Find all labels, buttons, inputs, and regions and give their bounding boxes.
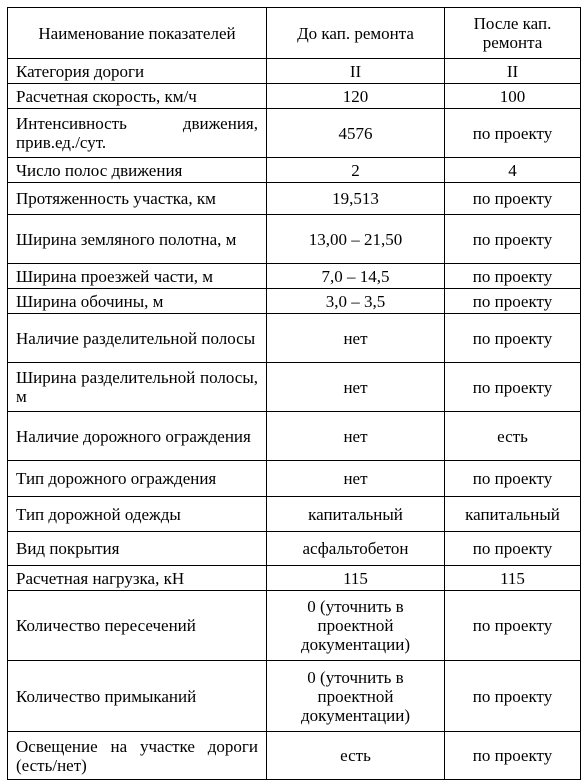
- table-row: [8, 661, 581, 732]
- row-indicator: Освещение на участке дороги (есть/нет): [8, 732, 267, 780]
- row-after-value: капитальный: [445, 497, 581, 532]
- row-indicator: Расчетная скорость, км/ч: [8, 84, 267, 109]
- table-row: [8, 264, 581, 289]
- row-indicator: Расчетная нагрузка, кН: [8, 566, 267, 591]
- row-indicator: Наличие разделительной полосы: [8, 314, 267, 363]
- row-before-value: 0 (уточнить в проектной документации): [267, 661, 445, 732]
- row-before-value: 19,513: [267, 183, 445, 215]
- table-row: [8, 59, 581, 84]
- row-before-value: 0 (уточнить в проектной документации): [267, 591, 445, 661]
- row-indicator: Тип дорожного ограждения: [8, 461, 267, 497]
- row-indicator: Категория дороги: [8, 59, 267, 84]
- row-before-value: нет: [267, 314, 445, 363]
- row-before-value: нет: [267, 412, 445, 461]
- row-before-value: 13,00 – 21,50: [267, 215, 445, 264]
- table-row: [8, 84, 581, 109]
- header-after-repair: После кап. ремонта: [445, 8, 581, 59]
- row-indicator: Ширина проезжей части, м: [8, 264, 267, 289]
- row-after-value: по проекту: [445, 363, 581, 412]
- row-before-value: 115: [267, 566, 445, 591]
- row-after-value: по проекту: [445, 532, 581, 566]
- table-row: [8, 412, 581, 461]
- table-row: [8, 215, 581, 264]
- row-before-value: есть: [267, 732, 445, 780]
- row-after-value: по проекту: [445, 264, 581, 289]
- row-indicator: Количество пересечений: [8, 591, 267, 661]
- row-before-value: асфальтобетон: [267, 532, 445, 566]
- table-row: [8, 566, 581, 591]
- row-after-value: по проекту: [445, 461, 581, 497]
- table-row: [8, 314, 581, 363]
- row-after-value: по проекту: [445, 314, 581, 363]
- row-after-value: по проекту: [445, 215, 581, 264]
- row-indicator: Ширина земляного полотна, м: [8, 215, 267, 264]
- row-indicator: Вид покрытия: [8, 532, 267, 566]
- table-header-row: [8, 8, 581, 59]
- table-row: [8, 158, 581, 183]
- table-row: [8, 732, 581, 780]
- row-after-value: по проекту: [445, 183, 581, 215]
- row-before-value: 3,0 – 3,5: [267, 289, 445, 314]
- row-before-value: 4576: [267, 109, 445, 158]
- row-indicator: Тип дорожной одежды: [8, 497, 267, 532]
- row-after-value: по проекту: [445, 289, 581, 314]
- table-row: [8, 289, 581, 314]
- row-after-value: по проекту: [445, 109, 581, 158]
- table-row: [8, 497, 581, 532]
- row-after-value: есть: [445, 412, 581, 461]
- row-after-value: 4: [445, 158, 581, 183]
- table-row: [8, 183, 581, 215]
- row-after-value: по проекту: [445, 591, 581, 661]
- road-parameters-table: [7, 7, 581, 780]
- row-before-value: II: [267, 59, 445, 84]
- table-row: [8, 363, 581, 412]
- table-row: [8, 532, 581, 566]
- row-indicator: Интенсивность движения, прив.ед./сут.: [8, 109, 267, 158]
- row-before-value: 120: [267, 84, 445, 109]
- row-after-value: 115: [445, 566, 581, 591]
- row-indicator: Протяженность участка, км: [8, 183, 267, 215]
- table-row: [8, 461, 581, 497]
- table-row: [8, 591, 581, 661]
- row-after-value: II: [445, 59, 581, 84]
- row-after-value: по проекту: [445, 732, 581, 780]
- table-row: [8, 109, 581, 158]
- row-before-value: нет: [267, 363, 445, 412]
- row-before-value: капитальный: [267, 497, 445, 532]
- row-indicator: Количество примыканий: [8, 661, 267, 732]
- row-indicator: Ширина обочины, м: [8, 289, 267, 314]
- row-indicator: Наличие дорожного ограждения: [8, 412, 267, 461]
- row-before-value: 2: [267, 158, 445, 183]
- row-indicator: Ширина разделительной полосы, м: [8, 363, 267, 412]
- row-indicator: Число полос движения: [8, 158, 267, 183]
- header-before-repair: До кап. ремонта: [267, 8, 445, 59]
- row-after-value: 100: [445, 84, 581, 109]
- row-before-value: нет: [267, 461, 445, 497]
- header-indicator: Наименование показателей: [8, 8, 267, 59]
- row-before-value: 7,0 – 14,5: [267, 264, 445, 289]
- row-after-value: по проекту: [445, 661, 581, 732]
